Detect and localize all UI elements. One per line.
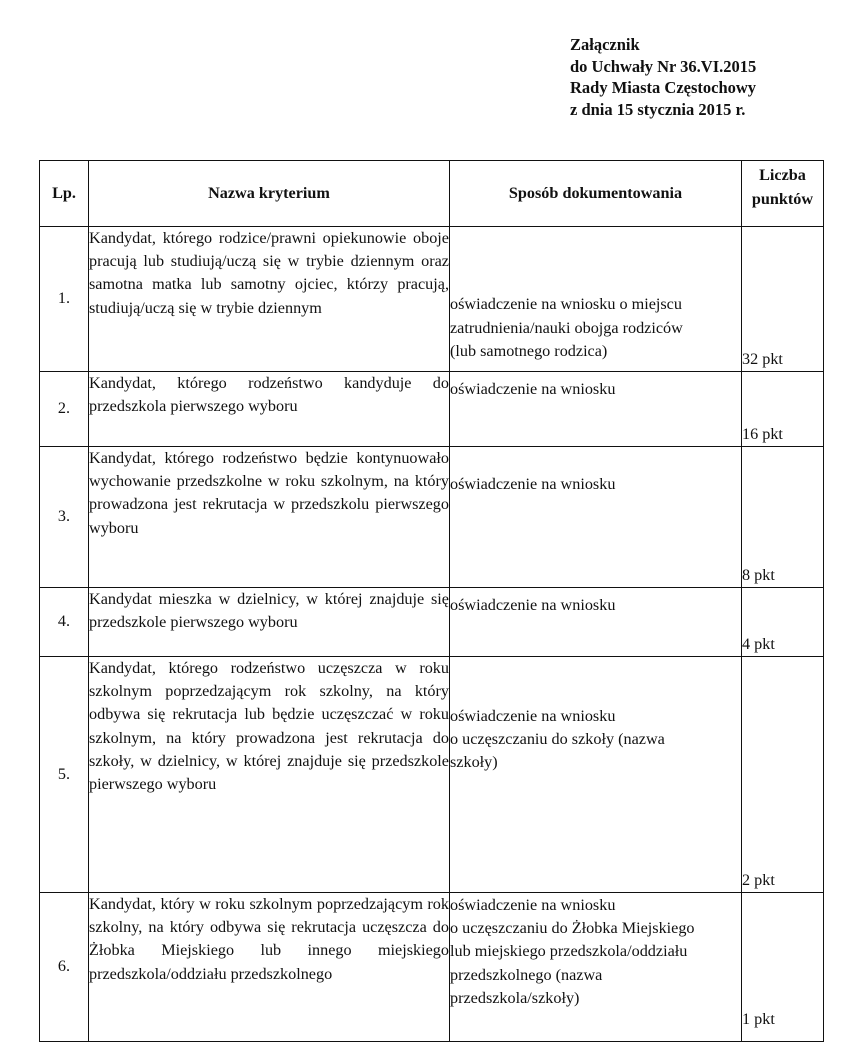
- table-row: [40, 588, 824, 657]
- documentation-line: o uczęszczaniu do szkoły (nazwa: [450, 730, 665, 749]
- criterion-name-text: Kandydat mieszka w dzielnicy, w której znajduje się przedszkole pierwszego wyboru: [89, 590, 449, 632]
- documentation-method: [450, 657, 742, 893]
- documentation-line: oświadczenie na wniosku o miejscu: [450, 295, 682, 314]
- criterion-name: [89, 657, 450, 893]
- documentation-line: szkoły): [450, 753, 498, 772]
- attachment-header-line: Rady Miasta Częstochowy: [570, 78, 757, 97]
- criteria-table: [39, 160, 824, 1042]
- documentation-line: o uczęszczaniu do Żłobka Miejskiego: [450, 919, 695, 938]
- table-row: [40, 447, 824, 588]
- criterion-name: [89, 893, 450, 1042]
- table-row: [40, 893, 824, 1042]
- column-header-points: [742, 161, 824, 227]
- criterion-name: [89, 588, 450, 657]
- points-value: 4 pkt: [742, 588, 824, 657]
- criterion-name-text: Kandydat, którego rodzice/prawni opiekunowie oboje pracują lub studiują/uczą się w trybie dziennym oraz samotna matka lub samotny ojciec, którzy pracują, studiują/uczą się w trybie dziennym: [89, 229, 449, 317]
- documentation-method: [450, 447, 742, 588]
- table-row: [40, 372, 824, 447]
- row-number: 4.: [40, 588, 89, 657]
- documentation-line: lub miejskiego przedszkola/oddziału: [450, 942, 688, 961]
- criterion-name-text: Kandydat, którego rodzeństwo kandyduje do przedszkola pierwszego wyboru: [89, 374, 449, 416]
- documentation-method: [450, 227, 742, 372]
- documentation-line: zatrudnienia/nauki obojga rodziców: [450, 318, 683, 337]
- criterion-name: [89, 372, 450, 447]
- table-row: [40, 657, 824, 893]
- documentation-line: oświadczenie na wniosku: [450, 707, 616, 725]
- row-number: 3.: [40, 447, 89, 588]
- documentation-line: oświadczenie na wniosku: [450, 896, 616, 914]
- documentation-line: oświadczenie na wniosku: [450, 596, 616, 614]
- points-value: 32 pkt: [742, 227, 824, 372]
- criterion-name: [89, 447, 450, 588]
- attachment-header-line: Załącznik: [570, 35, 640, 54]
- documentation-line: przedszkolnego (nazwa: [450, 965, 603, 984]
- column-header-lp: Lp.: [40, 161, 89, 227]
- table-row: [40, 227, 824, 372]
- table-header-row: [40, 161, 824, 227]
- criterion-name-text: Kandydat, którego rodzeństwo uczęszcza w roku szkolnym poprzedzającym rok szkolny, na który odbywa się rekrutacja lub będzie uczęszczać w roku szkolnym, na który prowadzona jest rekrutacja do szkoły, w dzielnicy, w której znajduje się przedszkole pierwszego wyboru: [89, 659, 449, 794]
- documentation-line: oświadczenie na wniosku: [450, 475, 616, 493]
- documentation-line: przedszkola/szkoły): [450, 988, 580, 1007]
- documentation-method: [450, 588, 742, 657]
- row-number: 5.: [40, 657, 89, 893]
- column-header-points-line: Liczba: [759, 166, 806, 184]
- column-header-criterion-name: Nazwa kryterium: [89, 161, 450, 227]
- documentation-method: [450, 893, 742, 1042]
- attachment-header: [570, 34, 756, 120]
- points-value: 8 pkt: [742, 447, 824, 588]
- attachment-header-line: do Uchwały Nr 36.VI.2015: [570, 56, 757, 76]
- points-value: 2 pkt: [742, 657, 824, 893]
- documentation-method: [450, 372, 742, 447]
- criterion-name-text: Kandydat, którego rodzeństwo będzie kontynuowało wychowanie przedszkolne w roku szkolnym, na który prowadzona jest rekrutacja w przedszkolu pierwszego wyboru: [89, 449, 449, 537]
- points-value: 16 pkt: [742, 372, 824, 447]
- row-number: 1.: [40, 227, 89, 372]
- row-number: 2.: [40, 372, 89, 447]
- documentation-line: (lub samotnego rodzica): [450, 341, 608, 360]
- column-header-points-line: punktów: [751, 190, 814, 208]
- points-value: 1 pkt: [742, 893, 824, 1042]
- column-header-documentation: Sposób dokumentowania: [450, 161, 742, 227]
- documentation-line: oświadczenie na wniosku: [450, 380, 616, 398]
- row-number: 6.: [40, 893, 89, 1042]
- criterion-name-text: Kandydat, który w roku szkolnym poprzedzającym rok szkolny, na który odbywa się rekrutacja uczęszcza do Żłobka Miejskiego lub innego miejskiego przedszkola/oddziału przedszkolnego: [89, 895, 449, 983]
- criterion-name: [89, 227, 450, 372]
- attachment-header-line: z dnia 15 stycznia 2015 r.: [570, 99, 746, 119]
